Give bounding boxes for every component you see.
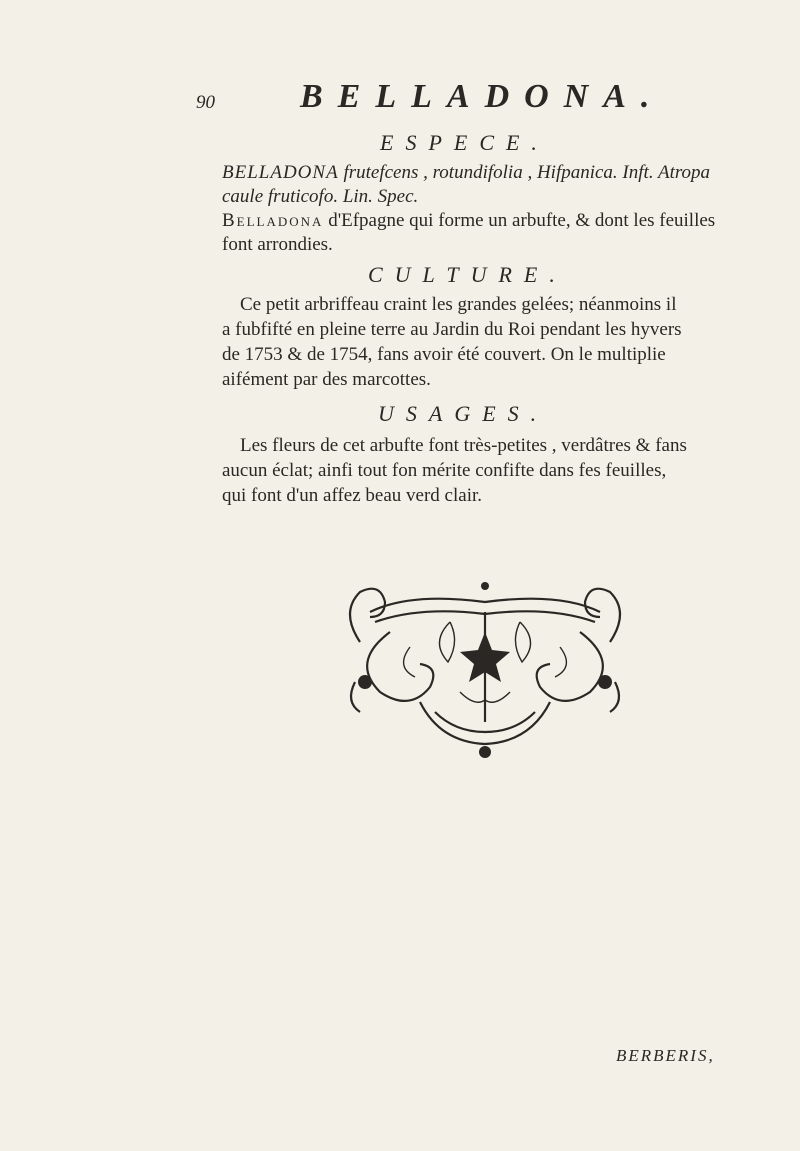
- espece-line-3: [222, 210, 715, 232]
- heading-culture: CULTURE.: [368, 262, 567, 287]
- usages-line-3: qui font d'un affez beau verd clair.: [222, 485, 482, 506]
- species-smallcaps: Belladona: [222, 210, 324, 231]
- page-number: 90: [196, 92, 215, 113]
- heading-espece: ESPECE.: [380, 130, 549, 155]
- espece-line-1: [222, 162, 710, 184]
- species-name: BELLADONA: [222, 162, 339, 183]
- heading-usages: USAGES.: [378, 401, 549, 426]
- catchword: BERBERIS,: [616, 1046, 715, 1065]
- espece-line-2: caule fruticofo. Lin. Spec.: [222, 186, 419, 207]
- culture-line-1: Ce petit arbriffeau craint les grandes gelées; néanmoins il: [240, 294, 677, 315]
- running-title: BELLADONA.: [300, 78, 665, 115]
- culture-line-2: a fubfifté en pleine terre au Jardin du Roi pendant les hyvers: [222, 319, 682, 340]
- culture-line-3: de 1753 & de 1754, fans avoir été couvert. On le multiplie: [222, 344, 666, 365]
- species-description: frutefcens , rotundifolia , Hifpanica. Inft. Atropa: [338, 162, 711, 183]
- usages-line-1: Les fleurs de cet arbufte font très-petites , verdâtres & fans: [240, 435, 687, 456]
- baroque-scroll-ornament-icon: [330, 572, 640, 762]
- espece-line-3-rest: d'Efpagne qui forme un arbufte, & dont les feuilles: [323, 210, 716, 231]
- culture-line-4: aifément par des marcottes.: [222, 369, 431, 390]
- usages-line-2: aucun éclat; ainfi tout fon mérite confifte dans fes feuilles,: [222, 460, 667, 481]
- espece-line-4: font arrondies.: [222, 234, 333, 255]
